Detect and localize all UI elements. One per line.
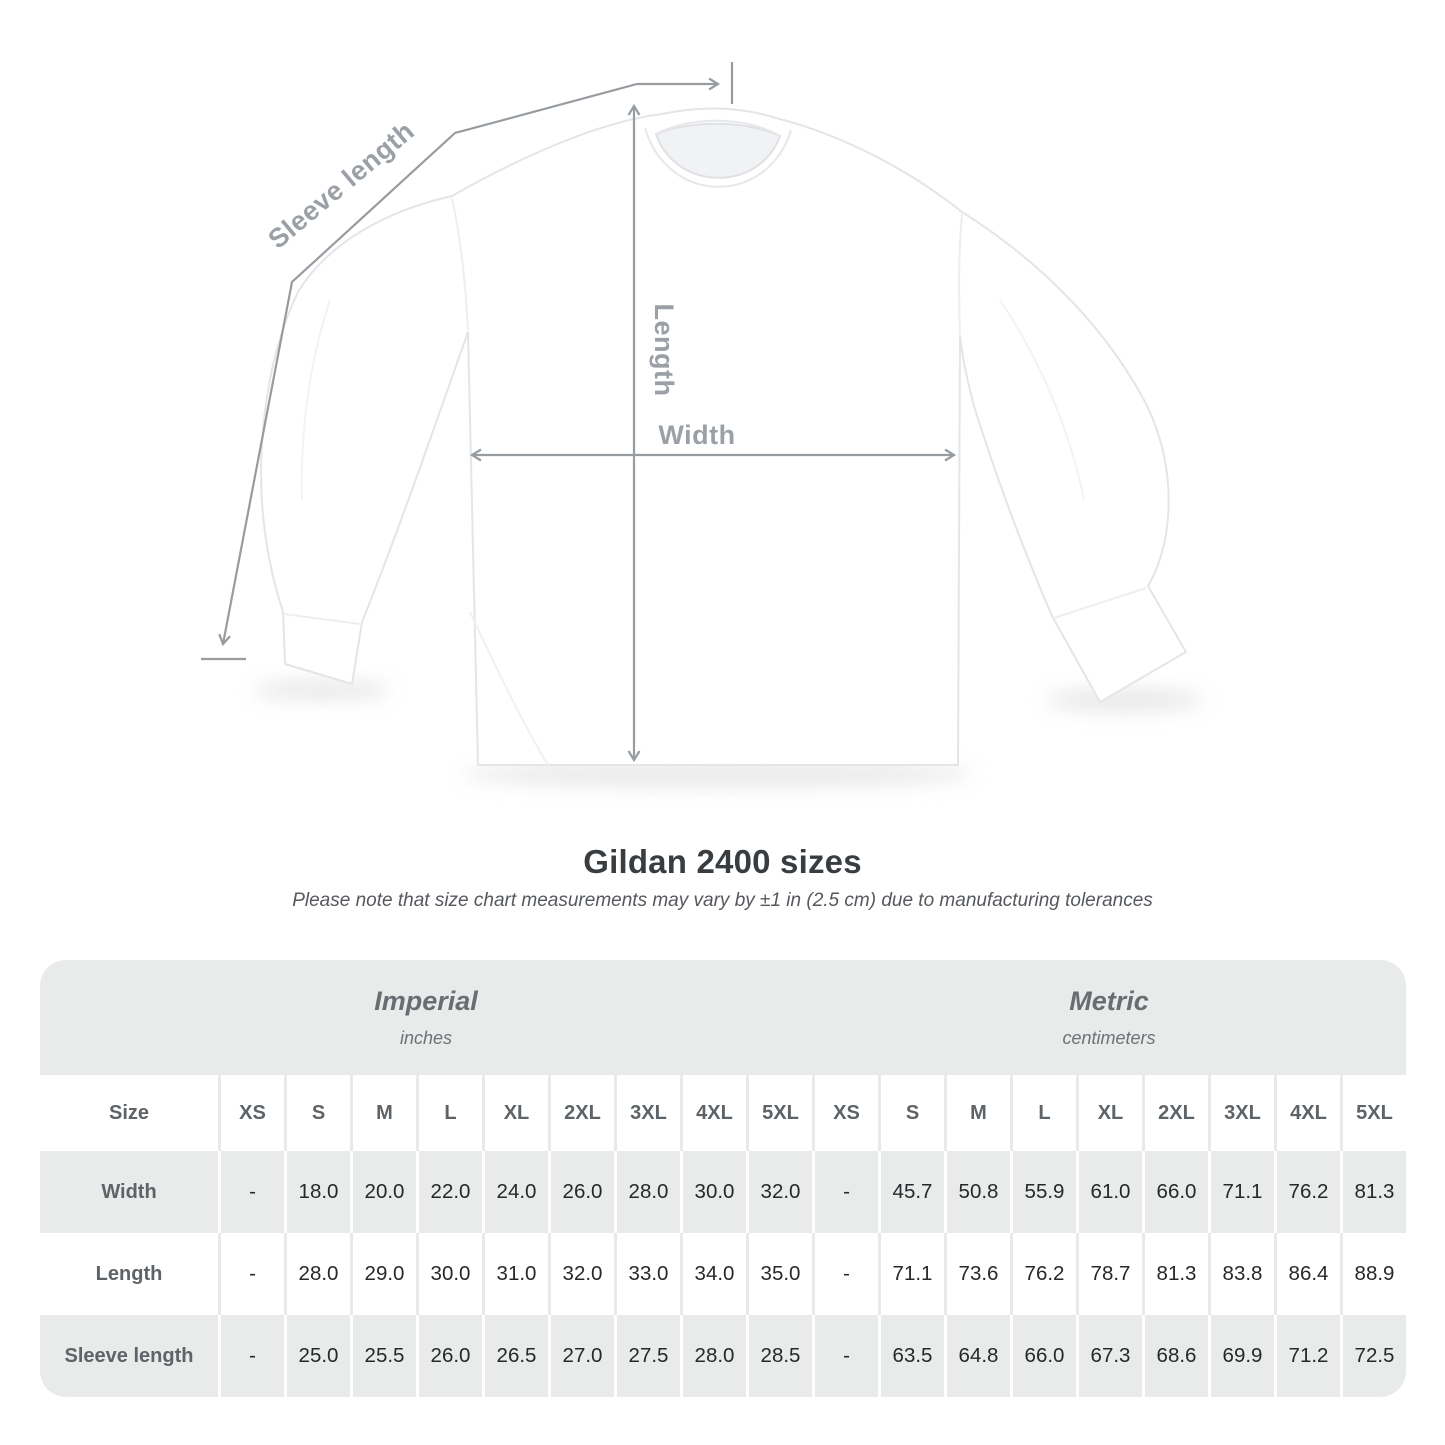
value-cell: 61.0 [1076, 1151, 1142, 1233]
value-cell: 32.0 [746, 1151, 812, 1233]
size-header: M [944, 1075, 1010, 1151]
size-chart-table [40, 960, 1406, 1397]
sleeve-length-label: Sleeve length [262, 115, 421, 255]
imperial-unit-label: inches [399, 1028, 453, 1048]
value-cell: 26.0 [548, 1151, 614, 1233]
size-header: S [878, 1075, 944, 1151]
length-row [40, 1233, 1406, 1315]
size-header: 2XL [548, 1075, 614, 1151]
value-cell: 29.0 [350, 1233, 416, 1315]
value-cell: 34.0 [680, 1233, 746, 1315]
metric-label: Metric [1069, 986, 1149, 1016]
size-header: 3XL [1208, 1075, 1274, 1151]
value-cell: 27.5 [614, 1315, 680, 1397]
size-header: 4XL [1274, 1075, 1340, 1151]
value-cell: 50.8 [944, 1151, 1010, 1233]
value-cell: 81.3 [1142, 1233, 1208, 1315]
value-cell: - [812, 1315, 878, 1397]
row-label: Sleeve length [64, 1344, 194, 1367]
width-row [40, 1151, 1406, 1233]
value-cell: 33.0 [614, 1233, 680, 1315]
value-cell: 28.5 [746, 1315, 812, 1397]
value-cell: - [218, 1233, 284, 1315]
page-title: Gildan 2400 sizes [583, 843, 862, 880]
value-cell: - [812, 1233, 878, 1315]
value-cell: 69.9 [1208, 1315, 1274, 1397]
value-cell: 72.5 [1340, 1315, 1406, 1397]
size-header: 4XL [680, 1075, 746, 1151]
size-header: XL [1076, 1075, 1142, 1151]
value-cell: 32.0 [548, 1233, 614, 1315]
value-cell: 78.7 [1076, 1233, 1142, 1315]
size-header: L [1010, 1075, 1076, 1151]
value-cell: 68.6 [1142, 1315, 1208, 1397]
size-header: XL [482, 1075, 548, 1151]
width-label: Width [658, 420, 736, 450]
size-header: L [416, 1075, 482, 1151]
value-cell: 86.4 [1274, 1233, 1340, 1315]
value-cell: 83.8 [1208, 1233, 1274, 1315]
size-header: XS [812, 1075, 878, 1151]
length-label: Length [649, 303, 679, 397]
value-cell: 76.2 [1010, 1233, 1076, 1315]
value-cell: 71.2 [1274, 1315, 1340, 1397]
size-header: 5XL [1340, 1075, 1406, 1151]
value-cell: 81.3 [1340, 1151, 1406, 1233]
sleeve-length-row [40, 1315, 1406, 1397]
row-label: Width [101, 1180, 157, 1203]
metric-unit-label: centimeters [1062, 1028, 1156, 1048]
value-cell: 20.0 [350, 1151, 416, 1233]
page-subtitle: Please note that size chart measurements may vary by ±1 in (2.5 cm) due to manufacturing tolerances [292, 890, 1153, 911]
value-cell: 55.9 [1010, 1151, 1076, 1233]
value-cell: 76.2 [1274, 1151, 1340, 1233]
size-header: S [284, 1075, 350, 1151]
imperial-group-header [40, 960, 812, 1075]
value-cell: 64.8 [944, 1315, 1010, 1397]
value-cell: 71.1 [1208, 1151, 1274, 1233]
row-label: Length [95, 1262, 163, 1285]
value-cell: 18.0 [284, 1151, 350, 1233]
value-cell: 67.3 [1076, 1315, 1142, 1397]
value-cell: 31.0 [482, 1233, 548, 1315]
metric-group-header [812, 960, 1406, 1075]
value-cell: 30.0 [680, 1151, 746, 1233]
value-cell: 71.1 [878, 1233, 944, 1315]
value-cell: - [218, 1315, 284, 1397]
value-cell: 22.0 [416, 1151, 482, 1233]
value-cell: 73.6 [944, 1233, 1010, 1315]
value-cell: 28.0 [614, 1151, 680, 1233]
value-cell: 28.0 [284, 1233, 350, 1315]
size-corner-label: Size [108, 1101, 150, 1124]
size-header-row [40, 1075, 1406, 1151]
value-cell: 66.0 [1142, 1151, 1208, 1233]
size-header: XS [218, 1075, 284, 1151]
value-cell: 45.7 [878, 1151, 944, 1233]
value-cell: - [812, 1151, 878, 1233]
imperial-label: Imperial [374, 986, 478, 1016]
size-header: 5XL [746, 1075, 812, 1151]
value-cell: 66.0 [1010, 1315, 1076, 1397]
value-cell: 35.0 [746, 1233, 812, 1315]
value-cell: - [218, 1151, 284, 1233]
unit-band-row [40, 960, 1406, 1075]
value-cell: 25.0 [284, 1315, 350, 1397]
value-cell: 26.0 [416, 1315, 482, 1397]
value-cell: 25.5 [350, 1315, 416, 1397]
value-cell: 63.5 [878, 1315, 944, 1397]
value-cell: 30.0 [416, 1233, 482, 1315]
value-cell: 24.0 [482, 1151, 548, 1233]
value-cell: 26.5 [482, 1315, 548, 1397]
value-cell: 28.0 [680, 1315, 746, 1397]
size-header: M [350, 1075, 416, 1151]
size-header: 2XL [1142, 1075, 1208, 1151]
value-cell: 27.0 [548, 1315, 614, 1397]
value-cell: 88.9 [1340, 1233, 1406, 1315]
size-header: 3XL [614, 1075, 680, 1151]
chart-heading [0, 843, 1445, 912]
